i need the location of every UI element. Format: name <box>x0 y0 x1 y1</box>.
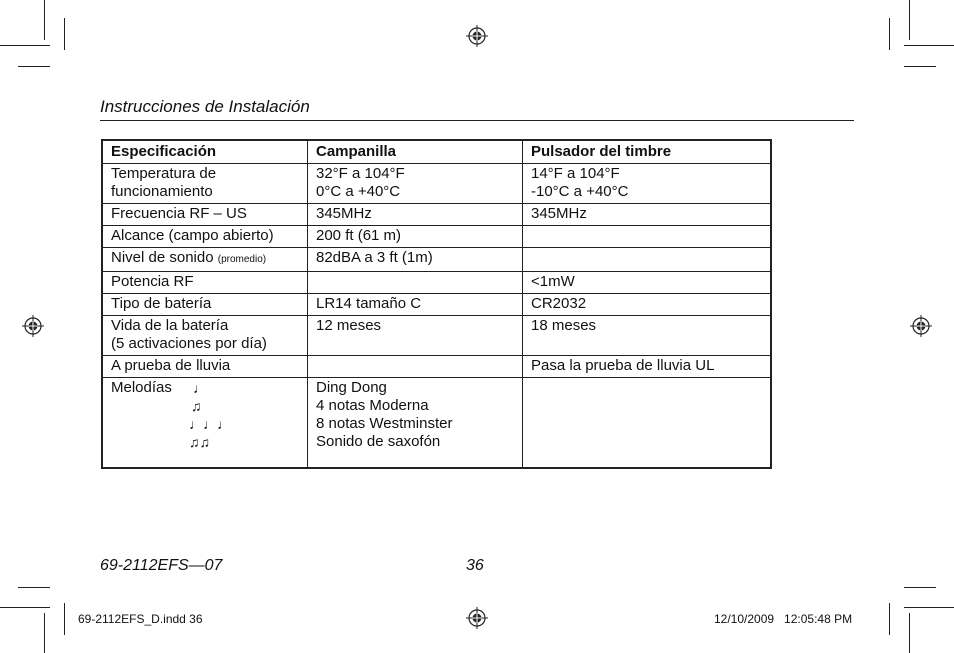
spec-cell <box>102 378 308 469</box>
table-header-row <box>102 140 771 164</box>
crop-mark <box>909 613 910 653</box>
crop-mark <box>0 45 50 46</box>
page-number: 36 <box>466 557 484 574</box>
spec-cell: Potencia RF <box>102 272 308 294</box>
spec-note: (promedio) <box>217 254 267 265</box>
melody-name: Sonido de saxofón <box>316 433 441 450</box>
table-row <box>102 164 771 204</box>
melody-name: Ding Dong <box>316 379 387 396</box>
chime-cell: 82dBA a 3 ft (1m) <box>308 248 523 272</box>
button-cell: CR2032 <box>523 294 772 316</box>
crop-mark <box>44 613 45 653</box>
table-row <box>102 272 771 294</box>
chime-cell: 345MHz <box>308 204 523 226</box>
spec-cell <box>102 248 308 272</box>
button-value-line2: -10°C a +40°C <box>531 183 629 200</box>
button-cell <box>523 226 772 248</box>
column-header-push-button: Pulsador del timbre <box>523 140 772 164</box>
crop-mark <box>18 587 50 588</box>
music-note-icon: ♩ <box>193 380 207 396</box>
spec-cell: Tipo de batería <box>102 294 308 316</box>
header-rule <box>100 120 854 121</box>
slug-filename: 69-2112EFS_D.indd 36 <box>78 612 203 626</box>
spec-cell <box>102 316 308 356</box>
crop-mark <box>64 18 65 50</box>
music-note-icon: ♩♩♩ <box>189 416 231 432</box>
registration-mark-icon <box>466 25 488 47</box>
slug-timestamp: 12/10/2009 12:05:48 PM <box>714 612 853 626</box>
document-code: 69-2112EFS—07 <box>100 557 223 574</box>
crop-mark <box>904 66 936 67</box>
chime-value: 32°F a 104°F <box>316 165 405 182</box>
page-header-title: Instrucciones de Instalación <box>100 97 310 116</box>
column-header-chime: Campanilla <box>308 140 523 164</box>
spec-text: Vida de la batería <box>111 317 229 334</box>
melody-note-symbols <box>191 379 231 451</box>
chime-cell <box>308 378 523 469</box>
specification-table <box>101 139 772 469</box>
spec-cell: A prueba de lluvia <box>102 356 308 378</box>
crop-mark <box>18 66 50 67</box>
music-note-icon: ♫ <box>191 398 202 414</box>
crop-mark <box>904 607 954 608</box>
table-row <box>102 356 771 378</box>
button-value: 14°F a 104°F <box>531 165 620 182</box>
button-cell: <1mW <box>523 272 772 294</box>
melody-name: 4 notas Moderna <box>316 397 429 414</box>
chime-cell: 200 ft (61 m) <box>308 226 523 248</box>
spec-cell: Alcance (campo abierto) <box>102 226 308 248</box>
button-cell <box>523 378 772 469</box>
table-row <box>102 248 771 272</box>
chime-cell <box>308 164 523 204</box>
spec-text: Temperatura de <box>111 165 217 182</box>
button-cell: 345MHz <box>523 204 772 226</box>
spec-cell <box>102 164 308 204</box>
registration-mark-icon <box>22 315 44 337</box>
column-header-specification: Especificación <box>102 140 308 164</box>
chime-cell: 12 meses <box>308 316 523 356</box>
table-row <box>102 226 771 248</box>
table-row <box>102 294 771 316</box>
chime-cell <box>308 272 523 294</box>
registration-mark-icon <box>910 315 932 337</box>
melodies-label: Melodías <box>111 379 172 396</box>
button-cell: 18 meses <box>523 316 772 356</box>
crop-mark <box>889 603 890 635</box>
spec-cell: Frecuencia RF – US <box>102 204 308 226</box>
crop-mark <box>44 0 45 40</box>
button-cell <box>523 248 772 272</box>
crop-mark <box>0 607 50 608</box>
crop-mark <box>64 603 65 635</box>
crop-mark <box>904 587 936 588</box>
button-cell: Pasa la prueba de lluvia UL <box>523 356 772 378</box>
table-row-melodies <box>102 378 771 469</box>
spec-text-line2: (5 activaciones por día) <box>111 335 267 352</box>
table-row <box>102 204 771 226</box>
crop-mark <box>904 45 954 46</box>
button-cell <box>523 164 772 204</box>
chime-cell <box>308 356 523 378</box>
music-note-icon: ♫♫ <box>189 434 210 450</box>
spec-text-line2: funcionamiento <box>111 183 213 200</box>
crop-mark <box>909 0 910 40</box>
crop-mark <box>889 18 890 50</box>
chime-value-line2: 0°C a +40°C <box>316 183 401 200</box>
table-row <box>102 316 771 356</box>
chime-cell: LR14 tamaño C <box>308 294 523 316</box>
registration-mark-icon <box>466 607 488 629</box>
spec-text: Nivel de sonido <box>111 249 214 266</box>
melody-name: 8 notas Westminster <box>316 415 453 432</box>
